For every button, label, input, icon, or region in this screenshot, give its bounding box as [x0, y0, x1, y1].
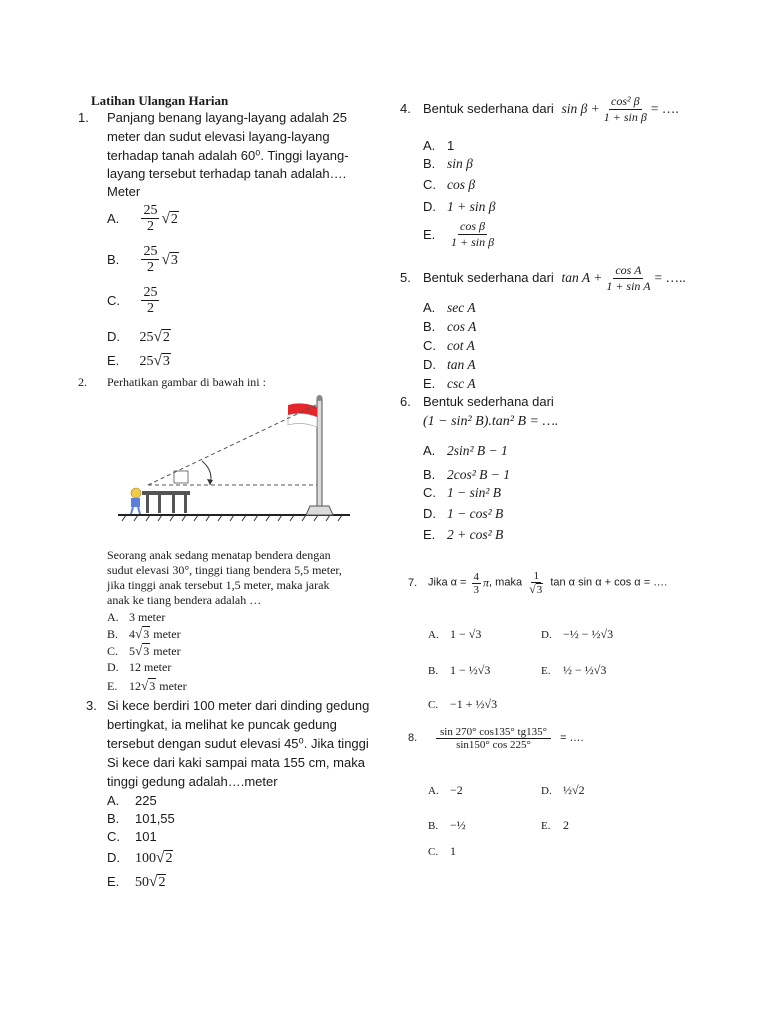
option-label: C.	[107, 644, 119, 658]
square-root: √2	[161, 209, 178, 227]
denominator: 1 + sin A	[606, 279, 651, 293]
question-line: Meter	[107, 184, 141, 199]
option-d[interactable]	[423, 198, 495, 216]
fraction	[141, 285, 159, 316]
child-body	[131, 498, 140, 507]
flag-white-stripe	[288, 413, 317, 427]
option-label: B.	[107, 627, 119, 641]
question-prefix: Bentuk sederhana dari	[423, 269, 554, 285]
question-number: 4.	[400, 100, 411, 116]
coefficient: 100	[135, 851, 156, 866]
question-number: 2.	[78, 375, 87, 389]
pole-base	[306, 506, 333, 515]
option-label: A.	[423, 300, 436, 315]
option-label: D.	[541, 629, 552, 641]
option-c[interactable]	[107, 285, 161, 316]
option-b[interactable]	[428, 819, 466, 833]
option-label: D.	[107, 850, 120, 865]
pi-symbol: π	[483, 575, 490, 590]
question-number: 3.	[86, 698, 97, 713]
option-label: C.	[428, 699, 439, 711]
option-text: sec A	[447, 300, 476, 315]
option-text: 1 + sin β	[447, 199, 496, 214]
option-text: cos β	[447, 177, 476, 192]
denominator: 2	[146, 260, 154, 275]
coefficient: 50	[135, 875, 149, 890]
square-root: √3	[135, 643, 150, 658]
option-text: 225	[135, 793, 157, 808]
question-number: 7.	[408, 576, 418, 589]
option-e[interactable]	[423, 375, 476, 393]
option-text: 2	[563, 818, 569, 832]
option-label: E.	[423, 376, 436, 391]
question-number: 1.	[78, 110, 89, 125]
square-root: √3	[153, 352, 170, 369]
option-label: E.	[423, 527, 436, 542]
option-text: −½	[450, 818, 466, 832]
option-text: ½ − ½√3	[563, 663, 607, 677]
option-b[interactable]	[107, 810, 175, 828]
numerator: cos² β	[611, 94, 640, 108]
option-label: A.	[423, 443, 436, 458]
option-label: B.	[423, 319, 436, 334]
question-number: 6.	[400, 394, 411, 409]
option-label: A.	[107, 210, 120, 226]
option-b[interactable]	[107, 626, 181, 642]
numerator: 25	[143, 244, 158, 259]
option-c[interactable]	[423, 484, 501, 502]
question-intro: Perhatikan gambar di bawah ini :	[107, 375, 266, 389]
option-c[interactable]	[428, 698, 497, 712]
option-text: csc A	[447, 376, 476, 391]
option-label: A.	[423, 138, 436, 153]
radicand: 3	[143, 627, 150, 641]
option-label: E.	[107, 679, 118, 693]
question-tail: tan α sin α + cos α = ….	[550, 576, 668, 589]
radicand: 2	[170, 211, 178, 227]
radicand: 2	[165, 851, 173, 866]
option-text: sin β	[447, 156, 473, 171]
option-label: A.	[107, 610, 119, 624]
option-text: −2	[450, 783, 463, 797]
fraction	[604, 263, 652, 294]
question-lead: Jika α =	[428, 576, 467, 589]
denominator: 2	[146, 301, 154, 316]
radicand: 3	[170, 252, 178, 268]
option-c[interactable]	[423, 176, 475, 194]
option-e[interactable]	[423, 526, 503, 544]
option-text: −1 + ½√3	[450, 697, 498, 711]
option-text: 2 + cos² B	[447, 527, 504, 542]
square-root: √2	[149, 873, 166, 890]
numerator: sin 270° cos135° tg135°	[436, 726, 551, 739]
unit: meter	[159, 679, 187, 693]
coefficient: 12	[129, 679, 141, 693]
option-label: D.	[423, 199, 436, 214]
question-line: terhadap tanah adalah 60⁰. Tinggi layang-	[107, 148, 349, 163]
question-stem	[400, 94, 679, 125]
fraction	[449, 219, 496, 250]
option-c[interactable]	[107, 643, 181, 659]
option-d[interactable]	[541, 784, 585, 798]
option-e[interactable]	[541, 664, 606, 678]
option-label: B.	[423, 156, 436, 171]
option-label: D.	[107, 329, 120, 344]
option-label: B.	[107, 251, 120, 267]
square-root: √3	[135, 626, 150, 641]
option-d[interactable]	[423, 356, 476, 374]
option-label: D.	[423, 357, 436, 372]
option-text: ½√2	[563, 783, 585, 797]
radicand: 3	[143, 644, 150, 658]
option-text: 1 − √3	[450, 627, 482, 641]
question-stem	[408, 570, 667, 596]
denominator: 3	[473, 583, 480, 596]
fraction	[141, 203, 159, 234]
question-mid: , maka	[489, 576, 523, 589]
numerator: cos A	[615, 263, 642, 277]
option-d[interactable]	[107, 328, 171, 346]
page-title: Latihan Ulangan Harian	[91, 93, 229, 108]
denominator: sin150° cos 225°	[456, 739, 531, 751]
question-line: layang tersebut terhadap tanah adalah….	[107, 166, 347, 181]
coefficient: 25	[139, 354, 154, 369]
question-number: 8.	[408, 732, 418, 744]
coefficient: 25	[139, 330, 154, 345]
option-d[interactable]	[423, 505, 503, 523]
question-line: tersebut dengan sudut elevasi 45⁰. Jika tinggi	[107, 736, 369, 751]
option-b[interactable]	[423, 466, 510, 484]
option-a[interactable]	[423, 442, 508, 460]
option-d[interactable]	[541, 628, 613, 642]
question-prefix: Bentuk sederhana dari	[423, 100, 554, 116]
option-a[interactable]	[107, 203, 179, 234]
question-line: Si kece berdiri 100 meter dari dinding gedung	[107, 698, 370, 713]
option-label: C.	[423, 485, 436, 500]
option-label: C.	[423, 338, 436, 353]
fraction	[527, 570, 545, 596]
question-prefix: Bentuk sederhana dari	[423, 394, 554, 409]
angle-marker-box	[174, 471, 188, 483]
option-label: D.	[541, 785, 552, 797]
option-label: B.	[428, 820, 439, 832]
question-line: Seorang anak sedang menatap bendera dengan	[107, 548, 331, 562]
option-text: 1	[450, 844, 456, 858]
option-a[interactable]	[428, 784, 463, 798]
expression-lead: tan A +	[561, 269, 603, 285]
option-text: cot A	[447, 338, 475, 353]
option-text: 2sin² B − 1	[447, 443, 508, 458]
question-stem	[400, 393, 554, 411]
question-line: tinggi gedung adalah….meter	[107, 774, 278, 789]
denominator: 1 + sin β	[451, 235, 495, 249]
option-label: D.	[423, 506, 436, 521]
question-line: Panjang benang layang-layang adalah 25	[107, 110, 347, 125]
numerator: 25	[143, 285, 158, 300]
option-b[interactable]	[423, 155, 473, 173]
option-text: 101,55	[135, 811, 175, 826]
fraction	[436, 726, 551, 751]
question-line: meter dan sudut elevasi layang-layang	[107, 129, 330, 144]
question-number: 5.	[400, 269, 411, 285]
question-line: anak ke tiang bendera adalah …	[107, 593, 262, 607]
option-a[interactable]	[423, 299, 476, 317]
option-text: 3 meter	[129, 610, 166, 624]
question-line: sudut elevasi 30°, tinggi tiang bendera 5,5 meter,	[107, 563, 342, 577]
radicand: 2	[158, 875, 166, 890]
arc-arrowhead	[207, 479, 213, 485]
radicand: 3	[536, 584, 543, 596]
option-text: 1 − cos² B	[447, 506, 504, 521]
coefficient: 4	[129, 627, 135, 641]
option-label: C.	[423, 177, 436, 192]
numerator: 25	[143, 203, 158, 218]
option-label: E.	[423, 226, 436, 242]
square-root: √3	[161, 250, 178, 268]
expression-suffix: = ….	[560, 732, 584, 744]
option-c[interactable]	[107, 828, 157, 846]
fraction	[472, 571, 482, 596]
square-root: √2	[153, 328, 170, 345]
denominator: 1 + sin β	[603, 110, 647, 124]
option-c[interactable]	[423, 337, 475, 355]
question-stem	[400, 263, 686, 294]
expression-lead: sin β +	[561, 100, 600, 116]
question-expression: (1 − sin² B).tan² B = ….	[423, 414, 559, 429]
option-label: D.	[107, 660, 119, 674]
option-label: E.	[107, 353, 120, 368]
option-text: 1 − sin² B	[447, 485, 502, 500]
option-d[interactable]	[107, 849, 173, 867]
option-e[interactable]	[541, 819, 569, 833]
option-label: B.	[428, 665, 439, 677]
numerator: 1	[533, 570, 539, 582]
denominator: 2	[146, 219, 154, 234]
flagpole	[317, 399, 322, 509]
option-e[interactable]	[107, 873, 166, 891]
flagpole-figure	[118, 393, 350, 523]
unit: meter	[153, 644, 181, 658]
option-label: C.	[428, 846, 439, 858]
option-label: E.	[541, 820, 551, 832]
coefficient: 5	[129, 644, 135, 658]
option-b[interactable]	[107, 244, 179, 275]
option-label: C.	[107, 292, 120, 308]
option-d[interactable]	[107, 660, 171, 675]
pole-cap	[317, 395, 323, 401]
option-label: C.	[107, 829, 120, 844]
option-text: 12 meter	[129, 660, 172, 674]
square-root: √2	[156, 849, 173, 866]
option-e[interactable]	[423, 219, 498, 250]
expression-suffix: = …..	[654, 269, 686, 285]
numerator: cos β	[460, 219, 486, 233]
bench-top	[142, 491, 190, 495]
option-text: 1 − ½√3	[450, 663, 491, 677]
option-text: 1	[447, 138, 455, 153]
option-label: B.	[423, 467, 436, 482]
option-label: E.	[107, 874, 120, 889]
square-root: √3	[529, 582, 543, 596]
question-line: Si kece dari kaki sampai mata 155 cm, maka	[107, 755, 365, 770]
option-a[interactable]	[107, 792, 157, 810]
option-label: A.	[428, 785, 439, 797]
child-head	[131, 488, 141, 498]
option-e[interactable]	[107, 352, 171, 370]
option-text: tan A	[447, 357, 476, 372]
option-b[interactable]	[428, 664, 490, 678]
radicand: 2	[162, 330, 170, 345]
fraction	[141, 244, 159, 275]
option-text: 2cos² B − 1	[447, 467, 511, 482]
question-stem	[408, 726, 584, 751]
fraction	[602, 94, 649, 125]
option-b[interactable]	[423, 318, 476, 336]
numerator: 4	[473, 570, 480, 583]
question-line: bertingkat, ia melihat ke puncak gedung	[107, 717, 337, 732]
option-label: B.	[107, 811, 120, 826]
option-label: A.	[428, 629, 439, 641]
radicand: 3	[162, 354, 170, 369]
expression-suffix: = ….	[650, 100, 679, 116]
option-c[interactable]	[428, 845, 456, 859]
denominator	[527, 583, 545, 596]
radicand: 3	[149, 679, 156, 693]
option-text: −½ − ½√3	[563, 627, 614, 641]
option-label: E.	[541, 665, 551, 677]
option-a[interactable]	[428, 628, 481, 642]
option-text: cos A	[447, 319, 477, 334]
square-root: √3	[141, 678, 156, 693]
option-text: 101	[135, 829, 157, 844]
question-line: jika tinggi anak tersebut 1,5 meter, maka jarak	[107, 578, 330, 592]
option-e[interactable]	[107, 678, 187, 694]
option-a[interactable]	[107, 610, 165, 625]
option-label: A.	[107, 793, 120, 808]
unit: meter	[153, 627, 181, 641]
option-a[interactable]	[423, 137, 454, 155]
